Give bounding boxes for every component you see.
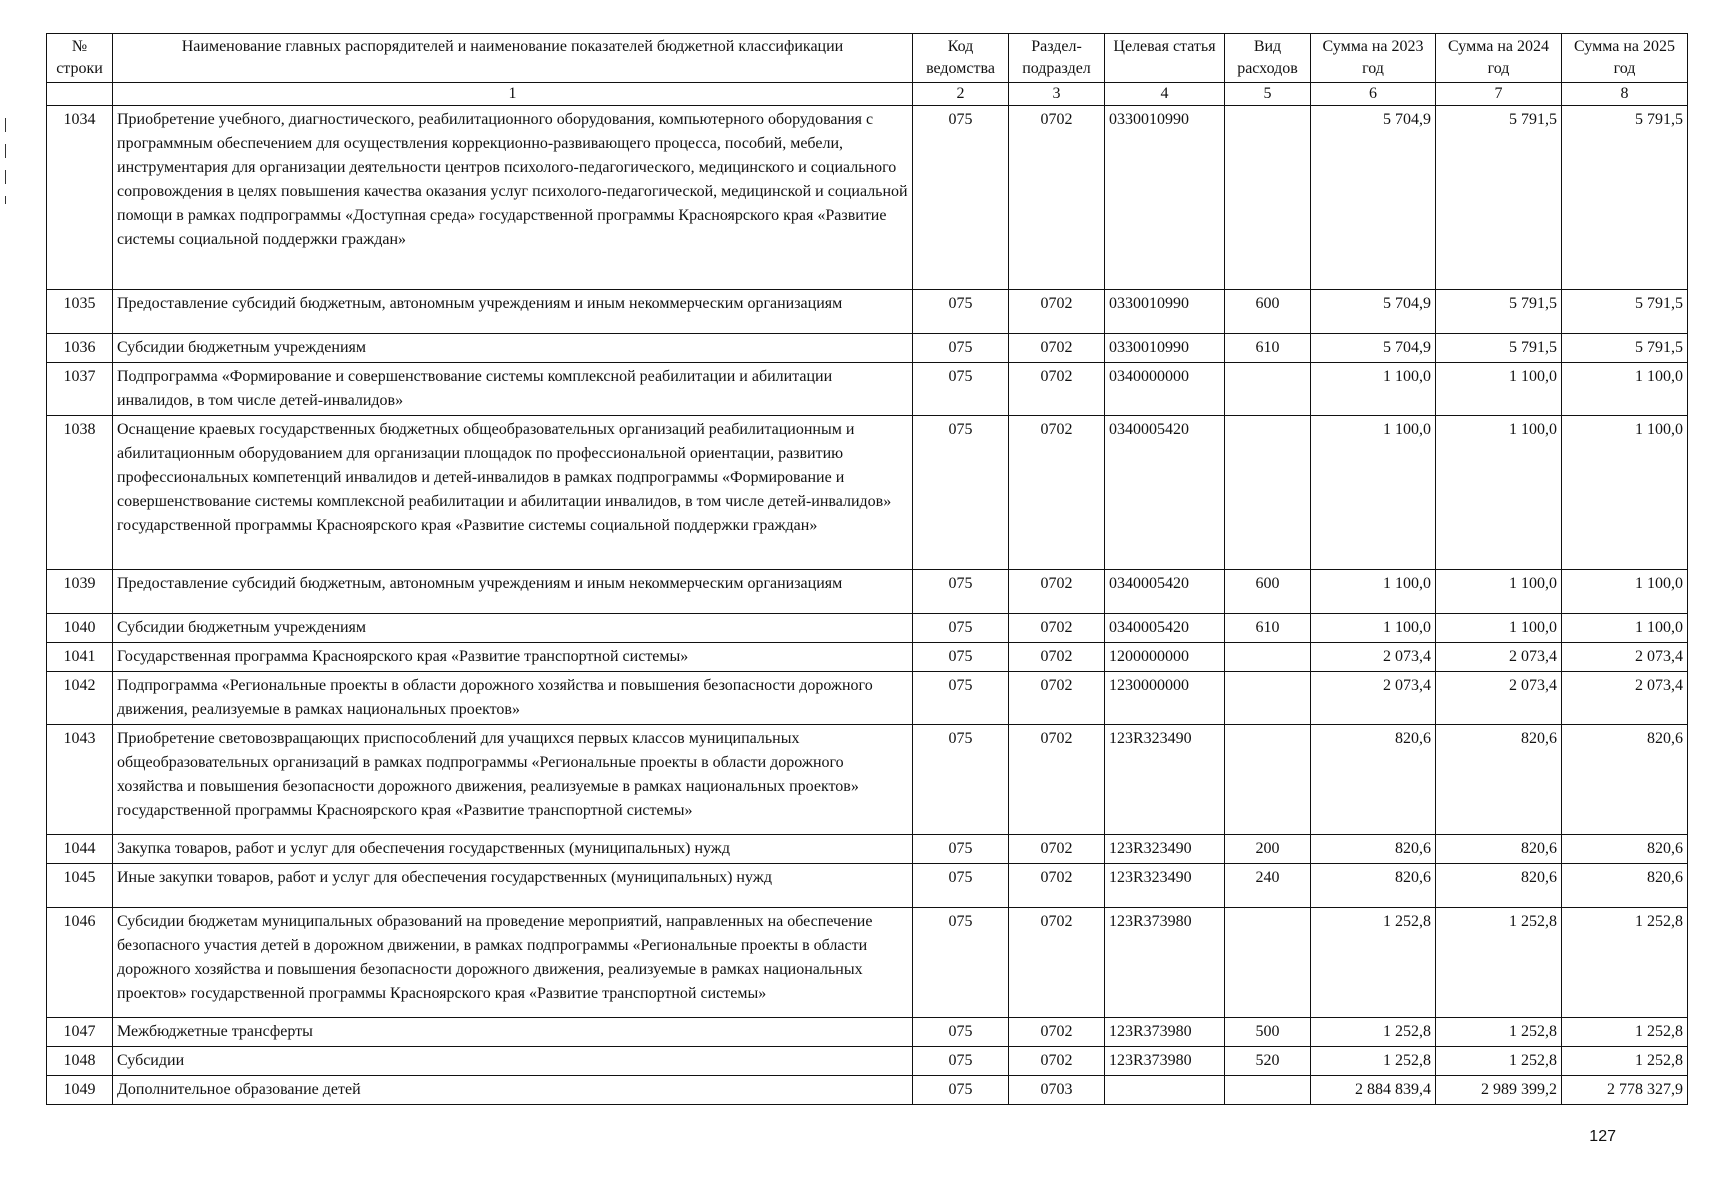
- item-name: Закупка товаров, работ и услуг для обеспечения государственных (муниципальных) нужд: [113, 835, 913, 864]
- table-row: [47, 1018, 1688, 1047]
- department-code: 075: [913, 1047, 1009, 1076]
- department-code: 075: [913, 864, 1009, 908]
- table-row: [47, 570, 1688, 614]
- table-row: [47, 106, 1688, 290]
- sum-2023: 1 100,0: [1311, 363, 1436, 416]
- department-code: 075: [913, 725, 1009, 835]
- target-article: 0330010990: [1105, 106, 1225, 290]
- sum-2025: 5 791,5: [1562, 106, 1688, 290]
- target-article: 1230000000: [1105, 672, 1225, 725]
- sum-2023: 2 073,4: [1311, 643, 1436, 672]
- item-name: Государственная программа Красноярского края «Развитие транспортной системы»: [113, 643, 913, 672]
- sum-2023: 5 704,9: [1311, 334, 1436, 363]
- target-article: 0340000000: [1105, 363, 1225, 416]
- sum-2024: 1 252,8: [1436, 1047, 1562, 1076]
- item-name: Приобретение световозвращающих приспособлений для учащихся первых классов муниципальных общеобразовательных организаций в рамках подпрограммы «Региональные проекты в области дорожного хозяйства и повышения безопасности дорожного движения, реализуемые в рамках национальных проектов» государственной программы Красноярского края «Развитие транспортной системы»: [113, 725, 913, 835]
- target-article: 123R373980: [1105, 1018, 1225, 1047]
- sum-2025: 1 252,8: [1562, 1018, 1688, 1047]
- sum-2023: 1 252,8: [1311, 908, 1436, 1018]
- item-name: Субсидии бюджетным учреждениям: [113, 334, 913, 363]
- sum-2024: 1 100,0: [1436, 614, 1562, 643]
- expense-kind: 610: [1225, 334, 1311, 363]
- row-number: 1038: [47, 416, 113, 570]
- column-number: 4: [1105, 83, 1225, 106]
- expense-kind: [1225, 725, 1311, 835]
- section-code: 0702: [1009, 864, 1105, 908]
- section-code: 0702: [1009, 725, 1105, 835]
- department-code: 075: [913, 416, 1009, 570]
- expense-kind: [1225, 363, 1311, 416]
- item-name: Дополнительное образование детей: [113, 1076, 913, 1105]
- table-row: [47, 835, 1688, 864]
- sum-2023: 820,6: [1311, 725, 1436, 835]
- sum-2024: 1 100,0: [1436, 570, 1562, 614]
- target-article: 0340005420: [1105, 614, 1225, 643]
- sum-2023: 5 704,9: [1311, 106, 1436, 290]
- row-number: 1048: [47, 1047, 113, 1076]
- sum-2024: 5 791,5: [1436, 290, 1562, 334]
- sum-2024: 1 252,8: [1436, 908, 1562, 1018]
- table-row: [47, 643, 1688, 672]
- department-code: 075: [913, 363, 1009, 416]
- section-code: 0702: [1009, 290, 1105, 334]
- sum-2023: 2 073,4: [1311, 672, 1436, 725]
- sum-2024: 2 989 399,2: [1436, 1076, 1562, 1105]
- section-code: 0702: [1009, 1018, 1105, 1047]
- expense-kind: 610: [1225, 614, 1311, 643]
- sum-2024: 5 791,5: [1436, 334, 1562, 363]
- sum-2025: 5 791,5: [1562, 334, 1688, 363]
- section-code: 0702: [1009, 614, 1105, 643]
- table-row: [47, 908, 1688, 1018]
- row-number: 1049: [47, 1076, 113, 1105]
- header-department-code: Код ведомства: [913, 34, 1009, 83]
- target-article: 123R373980: [1105, 1047, 1225, 1076]
- row-number: 1044: [47, 835, 113, 864]
- section-code: 0702: [1009, 363, 1105, 416]
- section-code: 0702: [1009, 1047, 1105, 1076]
- target-article: 123R373980: [1105, 908, 1225, 1018]
- expense-kind: [1225, 672, 1311, 725]
- expense-kind: 520: [1225, 1047, 1311, 1076]
- column-number: 6: [1311, 83, 1436, 106]
- header-sum-2023: Сумма на 2023 год: [1311, 34, 1436, 83]
- column-number: [47, 83, 113, 106]
- sum-2023: 5 704,9: [1311, 290, 1436, 334]
- row-number: 1042: [47, 672, 113, 725]
- item-name: Иные закупки товаров, работ и услуг для обеспечения государственных (муниципальных) нужд: [113, 864, 913, 908]
- sum-2025: 1 100,0: [1562, 363, 1688, 416]
- target-article: 123R323490: [1105, 864, 1225, 908]
- target-article: 0340005420: [1105, 416, 1225, 570]
- table-header: [47, 34, 1688, 106]
- sum-2025: 2 073,4: [1562, 672, 1688, 725]
- department-code: 075: [913, 1018, 1009, 1047]
- header-section: Раздел-подраздел: [1009, 34, 1105, 83]
- sum-2023: 1 100,0: [1311, 416, 1436, 570]
- section-code: 0702: [1009, 570, 1105, 614]
- column-number: 1: [113, 83, 913, 106]
- expense-kind: 200: [1225, 835, 1311, 864]
- item-name: Предоставление субсидий бюджетным, автономным учреждениям и иным некоммерческим организациям: [113, 290, 913, 334]
- department-code: 075: [913, 835, 1009, 864]
- sum-2024: 5 791,5: [1436, 106, 1562, 290]
- sum-2025: 1 100,0: [1562, 614, 1688, 643]
- item-name: Предоставление субсидий бюджетным, автономным учреждениям и иным некоммерческим организациям: [113, 570, 913, 614]
- margin-marks: [4, 118, 7, 216]
- target-article: 0330010990: [1105, 334, 1225, 363]
- target-article: 123R323490: [1105, 725, 1225, 835]
- department-code: 075: [913, 1076, 1009, 1105]
- row-number: 1041: [47, 643, 113, 672]
- item-name: Оснащение краевых государственных бюджетных общеобразовательных организаций реабилитационным и абилитационным оборудованием для организации площадок по профессиональной ориентации, развитию профессиональных компетенций инвалидов и детей-инвалидов в рамках подпрограммы «Формирование и совершенствование системы комплексной реабилитации и абилитации инвалидов, в том числе детей-инвалидов» государственной программы Красноярского края «Развитие системы социальной поддержки граждан»: [113, 416, 913, 570]
- expense-kind: 240: [1225, 864, 1311, 908]
- section-code: 0702: [1009, 106, 1105, 290]
- row-number: 1040: [47, 614, 113, 643]
- header-name: Наименование главных распорядителей и наименование показателей бюджетной классификации: [113, 34, 913, 83]
- column-number: 3: [1009, 83, 1105, 106]
- column-number: 5: [1225, 83, 1311, 106]
- sum-2023: 1 100,0: [1311, 570, 1436, 614]
- sum-2023: 1 100,0: [1311, 614, 1436, 643]
- row-number: 1045: [47, 864, 113, 908]
- target-article: 0340005420: [1105, 570, 1225, 614]
- header-expense-kind: Вид расходов: [1225, 34, 1311, 83]
- department-code: 075: [913, 334, 1009, 363]
- sum-2025: 1 252,8: [1562, 908, 1688, 1018]
- sum-2024: 2 073,4: [1436, 643, 1562, 672]
- sum-2023: 2 884 839,4: [1311, 1076, 1436, 1105]
- expense-kind: [1225, 416, 1311, 570]
- row-number: 1047: [47, 1018, 113, 1047]
- sum-2023: 1 252,8: [1311, 1018, 1436, 1047]
- item-name: Подпрограмма «Региональные проекты в области дорожного хозяйства и повышения безопасности дорожного движения, реализуемые в рамках национальных проектов»: [113, 672, 913, 725]
- table-body: [47, 106, 1688, 1105]
- row-number: 1037: [47, 363, 113, 416]
- sum-2024: 1 100,0: [1436, 416, 1562, 570]
- sum-2024: 2 073,4: [1436, 672, 1562, 725]
- department-code: 075: [913, 614, 1009, 643]
- table-row: [47, 614, 1688, 643]
- page-number: 127: [1589, 1128, 1616, 1145]
- item-name: Приобретение учебного, диагностического, реабилитационного оборудования, компьютерного оборудования с программным обеспечением для осуществления коррекционно-развивающего процесса, пособий, мебели, инструментария для организации деятельности центров психолого-педагогического, медицинского и социального сопровождения в целях повышения качества оказания услуг психолого-педагогической, медицинской и социальной помощи в рамках подпрограммы «Доступная среда» государственной программы Красноярского края «Развитие системы социальной поддержки граждан»: [113, 106, 913, 290]
- section-code: 0703: [1009, 1076, 1105, 1105]
- section-code: 0702: [1009, 835, 1105, 864]
- sum-2025: 1 100,0: [1562, 570, 1688, 614]
- sum-2025: 820,6: [1562, 725, 1688, 835]
- sum-2025: 2 073,4: [1562, 643, 1688, 672]
- department-code: 075: [913, 570, 1009, 614]
- item-name: Субсидии бюджетным учреждениям: [113, 614, 913, 643]
- sum-2023: 820,6: [1311, 835, 1436, 864]
- row-number: 1036: [47, 334, 113, 363]
- row-number: 1035: [47, 290, 113, 334]
- table-row: [47, 725, 1688, 835]
- table-row: [47, 672, 1688, 725]
- department-code: 075: [913, 643, 1009, 672]
- sum-2023: 820,6: [1311, 864, 1436, 908]
- row-number: 1039: [47, 570, 113, 614]
- expense-kind: [1225, 908, 1311, 1018]
- header-target-article: Целевая статья: [1105, 34, 1225, 83]
- sum-2024: 820,6: [1436, 725, 1562, 835]
- item-name: Подпрограмма «Формирование и совершенствование системы комплексной реабилитации и абилитации инвалидов, в том числе детей-инвалидов»: [113, 363, 913, 416]
- section-code: 0702: [1009, 908, 1105, 1018]
- target-article: 0330010990: [1105, 290, 1225, 334]
- sum-2025: 5 791,5: [1562, 290, 1688, 334]
- expense-kind: 600: [1225, 290, 1311, 334]
- sum-2024: 1 100,0: [1436, 363, 1562, 416]
- department-code: 075: [913, 908, 1009, 1018]
- item-name: Субсидии бюджетам муниципальных образований на проведение мероприятий, направленных на обеспечение безопасного участия детей в дорожном движении, в рамках подпрограммы «Региональные проекты в области дорожного хозяйства и повышения безопасности дорожного движения, реализуемые в рамках национальных проектов» государственной программы Красноярского края «Развитие транспортной системы»: [113, 908, 913, 1018]
- header-sum-2025: Сумма на 2025 год: [1562, 34, 1688, 83]
- target-article: 1200000000: [1105, 643, 1225, 672]
- department-code: 075: [913, 672, 1009, 725]
- row-number: 1043: [47, 725, 113, 835]
- sum-2024: 820,6: [1436, 864, 1562, 908]
- table-row: [47, 1076, 1688, 1105]
- table-row: [47, 864, 1688, 908]
- target-article: [1105, 1076, 1225, 1105]
- sum-2023: 1 252,8: [1311, 1047, 1436, 1076]
- expense-kind: [1225, 643, 1311, 672]
- expense-kind: [1225, 1076, 1311, 1105]
- sum-2025: 2 778 327,9: [1562, 1076, 1688, 1105]
- sum-2025: 1 252,8: [1562, 1047, 1688, 1076]
- expense-kind: 500: [1225, 1018, 1311, 1047]
- department-code: 075: [913, 290, 1009, 334]
- table-row: [47, 334, 1688, 363]
- header-sum-2024: Сумма на 2024 год: [1436, 34, 1562, 83]
- sum-2025: 1 100,0: [1562, 416, 1688, 570]
- item-name: Межбюджетные трансферты: [113, 1018, 913, 1047]
- row-number: 1034: [47, 106, 113, 290]
- table-row: [47, 363, 1688, 416]
- table-row: [47, 1047, 1688, 1076]
- expense-kind: 600: [1225, 570, 1311, 614]
- section-code: 0702: [1009, 334, 1105, 363]
- sum-2025: 820,6: [1562, 835, 1688, 864]
- section-code: 0702: [1009, 672, 1105, 725]
- table-row: [47, 290, 1688, 334]
- column-number: 8: [1562, 83, 1688, 106]
- budget-table: [46, 33, 1688, 1105]
- table-row: [47, 416, 1688, 570]
- target-article: 123R323490: [1105, 835, 1225, 864]
- item-name: Субсидии: [113, 1047, 913, 1076]
- header-row-number: № строки: [47, 34, 113, 83]
- section-code: 0702: [1009, 643, 1105, 672]
- row-number: 1046: [47, 908, 113, 1018]
- sum-2024: 820,6: [1436, 835, 1562, 864]
- sum-2024: 1 252,8: [1436, 1018, 1562, 1047]
- sum-2025: 820,6: [1562, 864, 1688, 908]
- department-code: 075: [913, 106, 1009, 290]
- expense-kind: [1225, 106, 1311, 290]
- section-code: 0702: [1009, 416, 1105, 570]
- column-number: 7: [1436, 83, 1562, 106]
- column-number: 2: [913, 83, 1009, 106]
